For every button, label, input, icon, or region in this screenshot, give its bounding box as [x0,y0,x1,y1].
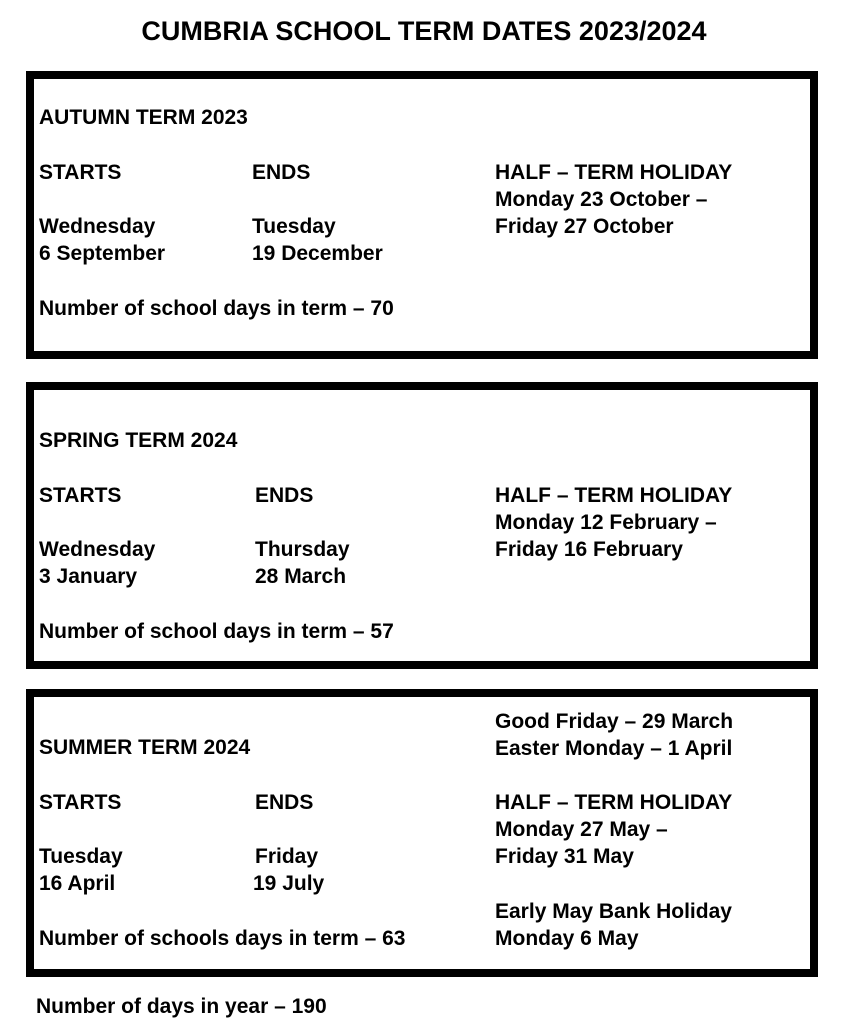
end-day: Friday [255,845,319,868]
half-term-from: Monday 12 February – [495,511,717,534]
half-term-label: HALF – TERM HOLIDAY [495,484,733,507]
half-term-to: Friday 31 May [495,845,634,868]
term-box-summer [26,689,818,977]
starts-label: STARTS [39,161,122,184]
end-date: 19 July [253,872,325,895]
school-days: Number of school days in term – 70 [39,297,394,320]
days-in-year: Number of days in year – 190 [36,995,327,1018]
half-term-to: Friday 27 October [495,215,674,238]
school-days: Number of schools days in term – 63 [39,927,406,950]
half-term-label: HALF – TERM HOLIDAY [495,161,733,184]
ends-label: ENDS [255,791,314,814]
bank-holiday-label: Early May Bank Holiday [495,900,732,923]
term-name: AUTUMN TERM 2023 [39,106,248,129]
ends-label: ENDS [252,161,311,184]
end-date: 28 March [255,565,347,588]
easter-monday: Easter Monday – 1 April [495,737,733,760]
term-name: SUMMER TERM 2024 [39,736,251,759]
starts-label: STARTS [39,791,122,814]
good-friday: Good Friday – 29 March [495,710,734,733]
half-term-label: HALF – TERM HOLIDAY [495,791,733,814]
end-date: 19 December [252,242,383,265]
start-date: 3 January [39,565,138,588]
page-title: CUMBRIA SCHOOL TERM DATES 2023/2024 [141,16,707,46]
end-day: Tuesday [252,215,336,238]
term-box-spring [26,382,818,669]
end-day: Thursday [255,538,350,561]
half-term-from: Monday 27 May – [495,818,668,841]
ends-label: ENDS [255,484,314,507]
half-term-to: Friday 16 February [495,538,683,561]
starts-label: STARTS [39,484,122,507]
bank-holiday-date: Monday 6 May [495,927,639,950]
term-name: SPRING TERM 2024 [39,429,238,452]
start-day: Tuesday [39,845,123,868]
start-date: 6 September [39,242,166,265]
start-date: 16 April [39,872,116,895]
school-days: Number of school days in term – 57 [39,620,394,643]
half-term-from: Monday 23 October – [495,188,708,211]
start-day: Wednesday [39,538,156,561]
start-day: Wednesday [39,215,156,238]
term-box-autumn [26,71,818,359]
